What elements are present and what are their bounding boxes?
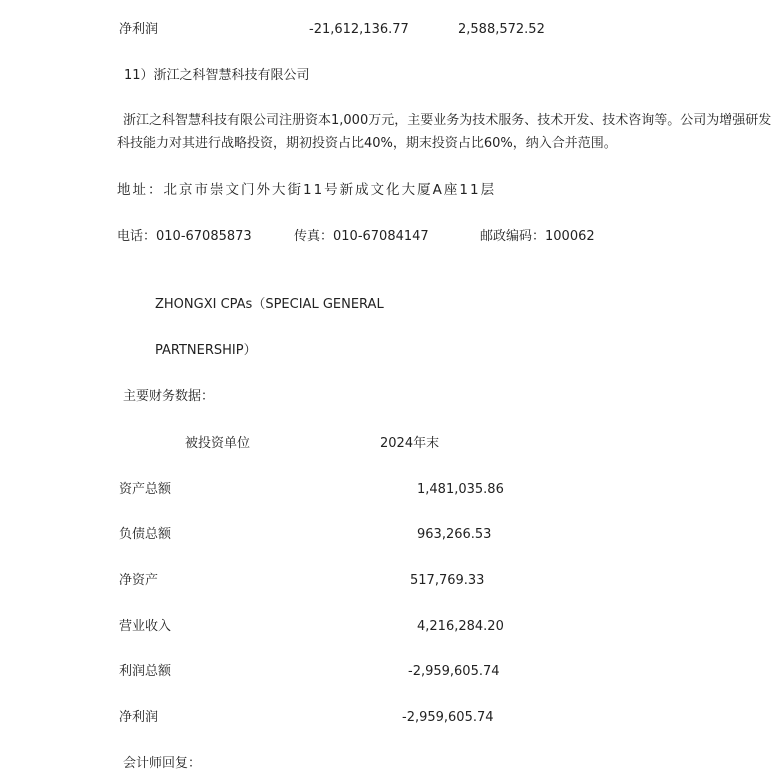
row-label-net-assets: 净资产 — [119, 573, 159, 588]
row-value-net-assets: 517,769.33 — [410, 573, 485, 588]
firm-name-line-2: PARTNERSHIP） — [155, 343, 257, 358]
financial-data-label: 主要财务数据： — [123, 389, 215, 404]
table-header-entity: 被投资单位 — [185, 436, 251, 451]
prev-net-profit-value-1: -21,612,136.77 — [309, 22, 409, 37]
row-label-net-profit: 净利润 — [119, 710, 159, 725]
row-label-total-liabilities: 负债总额 — [119, 527, 172, 542]
firm-name-line-1: ZHONGXI CPAs（SPECIAL GENERAL — [155, 297, 384, 312]
row-label-revenue: 营业收入 — [119, 619, 172, 634]
prev-net-profit-value-2: 2,588,572.52 — [458, 22, 545, 37]
row-value-net-profit: -2,959,605.74 — [402, 710, 494, 725]
auditor-reply-label: 会计师回复： — [123, 756, 202, 771]
table-header-period: 2024年末 — [380, 436, 440, 451]
row-label-total-profit: 利润总额 — [119, 664, 172, 679]
row-value-revenue: 4,216,284.20 — [417, 619, 504, 634]
section-heading: 11）浙江之科智慧科技有限公司 — [124, 68, 310, 83]
firm-address: 地址：北京市崇文门外大街11号新成文化大厦A座11层 — [117, 182, 497, 198]
fax-number: 传真：010-67084147 — [294, 229, 429, 244]
row-value-total-profit: -2,959,605.74 — [408, 664, 500, 679]
row-value-total-assets: 1,481,035.86 — [417, 482, 504, 497]
company-description: 浙江之科智慧科技有限公司注册资本1,000万元，主要业务为技术服务、技术开发、技术咨询等。公司为增强研发科技能力对其进行战略投资，期初投资占比40%，期末投资占比60%，纳入合并范围。 — [117, 113, 772, 151]
row-value-total-liabilities: 963,266.53 — [417, 527, 492, 542]
postal-code: 邮政编码：100062 — [480, 229, 595, 244]
phone-number: 电话：010-67085873 — [117, 229, 252, 244]
prev-net-profit-label: 净利润 — [119, 22, 159, 37]
row-label-total-assets: 资产总额 — [119, 482, 172, 497]
